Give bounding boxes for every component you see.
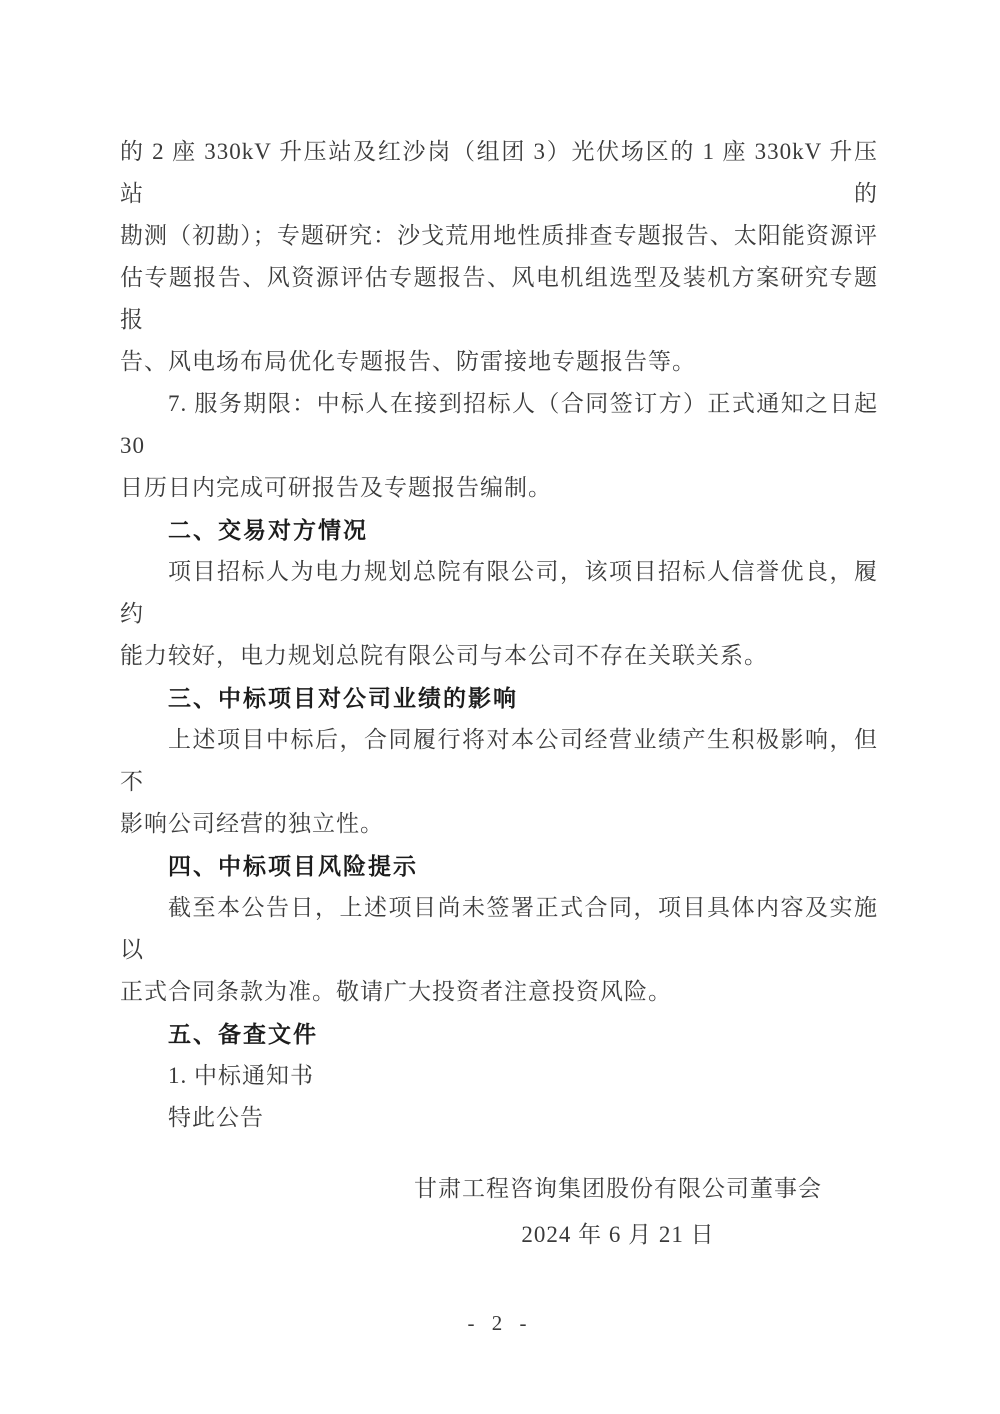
- section-heading: 五、备查文件: [168, 1021, 318, 1047]
- document-body: [120, 131, 878, 1256]
- document-line: 7. 服务期限：中标人在接到招标人（合同签订方）正式通知之日起 30: [120, 391, 878, 458]
- section-heading: 四、中标项目风险提示: [168, 853, 418, 879]
- signature-company: 甘肃工程咨询集团股份有限公司董事会: [414, 1176, 822, 1201]
- document-line: 上述项目中标后，合同履行将对本公司经营业绩产生积极影响，但不: [120, 727, 878, 794]
- document-line: 勘测（初勘）；专题研究：沙戈荒用地性质排查专题报告、太阳能资源评: [120, 223, 878, 248]
- page-number: - 2 -: [467, 1311, 533, 1335]
- document-line: 截至本公告日，上述项目尚未签署正式合同，项目具体内容及实施以: [120, 895, 878, 962]
- document-line: 的 2 座 330kV 升压站及红沙岗（组团 3）光伏场区的 1 座 330kV 升压站的: [120, 139, 878, 206]
- signature-date: 2024 年 6 月 21 日: [521, 1222, 715, 1247]
- document-line: 影响公司经营的独立性。: [120, 811, 384, 836]
- document-line: 告、风电场布局优化专题报告、防雷接地专题报告等。: [120, 349, 696, 374]
- section-heading: 二、交易对方情况: [168, 517, 368, 543]
- document-line: 特此公告: [168, 1105, 264, 1130]
- signature-block: [120, 1168, 878, 1256]
- document-line: 正式合同条款为准。敬请广大投资者注意投资风险。: [120, 979, 672, 1004]
- document-lines: [120, 131, 878, 1139]
- document-line: 项目招标人为电力规划总院有限公司，该项目招标人信誉优良，履约: [120, 559, 878, 626]
- document-line: 能力较好，电力规划总院有限公司与本公司不存在关联关系。: [120, 643, 768, 668]
- section-heading: 三、中标项目对公司业绩的影响: [168, 685, 518, 711]
- document-line: 1. 中标通知书: [168, 1063, 314, 1088]
- document-line: 日历日内完成可研报告及专题报告编制。: [120, 475, 552, 500]
- document-line: 估专题报告、风资源评估专题报告、风电机组选型及装机方案研究专题报: [120, 265, 878, 332]
